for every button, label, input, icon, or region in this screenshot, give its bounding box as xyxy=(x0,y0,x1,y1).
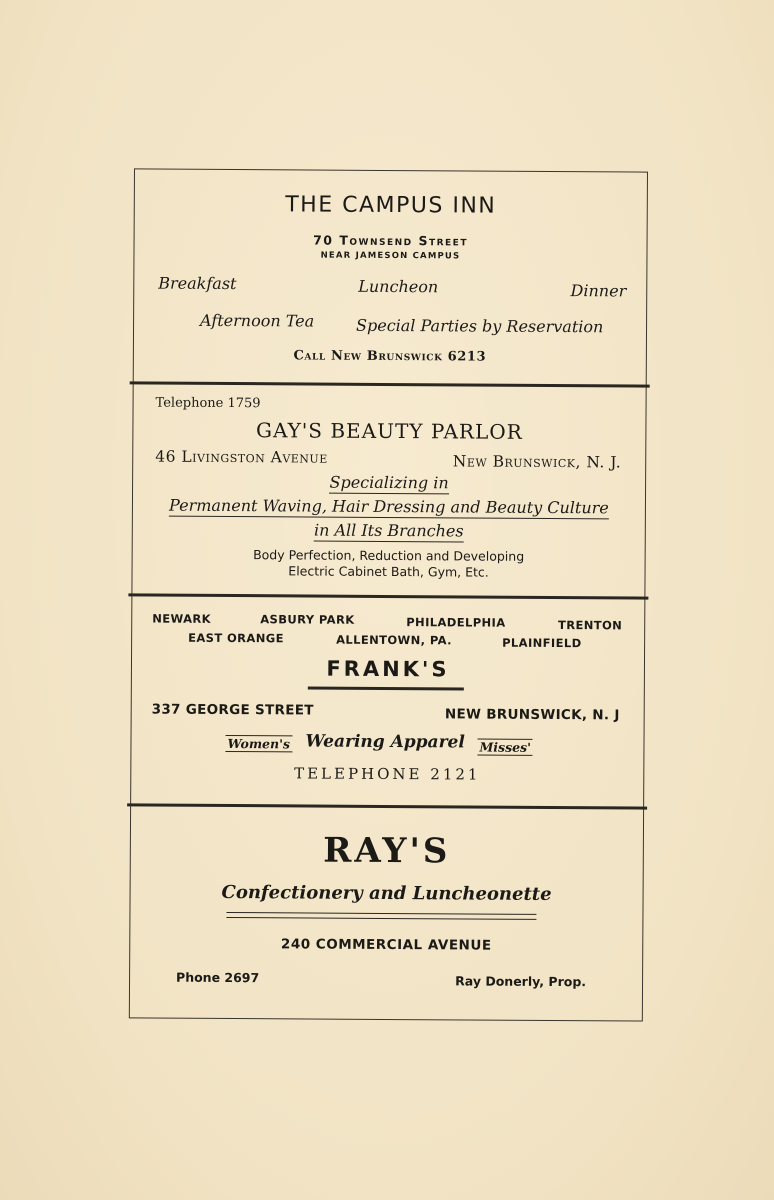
beauty-parlor-ad xyxy=(132,385,645,592)
city-trenton: TRENTON xyxy=(557,618,623,633)
beauty-parlor-telephone: Telephone 1759 xyxy=(155,395,261,412)
beauty-parlor-city: New Brunswick, N. J. xyxy=(452,452,622,472)
city-east-orange: EAST ORANGE xyxy=(188,630,284,646)
campus-inn-street: 70 Townsend Street xyxy=(313,232,469,249)
city-newark: NEWARK xyxy=(152,611,212,626)
franks-telephone: TELEPHONE 2121 xyxy=(294,764,481,784)
campus-inn-breakfast: Breakfast xyxy=(158,273,237,294)
franks-misses: Misses' xyxy=(477,739,533,756)
franks-title-underline xyxy=(308,687,464,691)
beauty-parlor-line1: Body Perfection, Reduction and Developing xyxy=(253,547,525,564)
rays-title: RAY'S xyxy=(323,830,451,872)
ad-frame xyxy=(129,168,648,1021)
rays-phone: Phone 2697 xyxy=(176,969,260,986)
rays-address: 240 COMMERCIAL AVENUE xyxy=(280,936,492,954)
rays-proprietor: Ray Donerly, Prop. xyxy=(455,973,587,990)
city-philadelphia: PHILADELPHIA xyxy=(406,615,506,630)
city-plainfield: PLAINFIELD xyxy=(502,635,582,651)
rays-double-rule xyxy=(226,912,536,920)
campus-inn-near: NEAR JAMESON CAMPUS xyxy=(320,250,461,262)
beauty-parlor-specializing: Specializing in xyxy=(329,472,449,493)
city-allentown: ALLENTOWN, PA. xyxy=(336,632,452,648)
campus-inn-dinner: Dinner xyxy=(570,281,627,301)
franks-womens: Women's xyxy=(225,735,292,752)
beauty-parlor-address: 46 Livingston Avenue xyxy=(155,447,328,467)
city-asbury-park: ASBURY PARK xyxy=(260,612,355,627)
campus-inn-tea: Afternoon Tea xyxy=(200,310,315,331)
campus-inn-parties: Special Parties by Reservation xyxy=(355,315,604,337)
franks-ad xyxy=(131,597,644,804)
rays-subtitle: Confectionery and Luncheonette xyxy=(221,881,552,905)
beauty-parlor-title: GAY'S BEAUTY PARLOR xyxy=(255,418,523,444)
rays-ad xyxy=(130,807,643,1020)
franks-city: NEW BRUNSWICK, N. J xyxy=(444,706,620,724)
beauty-parlor-services: Permanent Waving, Hair Dressing and Beauty Culture xyxy=(169,495,609,518)
franks-street: 337 GEORGE STREET xyxy=(151,701,314,719)
beauty-parlor-line2: Electric Cabinet Bath, Gym, Etc. xyxy=(288,563,489,580)
campus-inn-title: THE CAMPUS INN xyxy=(285,192,497,219)
campus-inn-ad xyxy=(134,169,647,382)
beauty-parlor-branches: in All Its Branches xyxy=(313,520,464,541)
franks-wearing-apparel: Wearing Apparel xyxy=(305,731,465,753)
campus-inn-luncheon: Luncheon xyxy=(358,276,439,297)
franks-title: FRANK'S xyxy=(326,656,450,682)
campus-inn-call: Call New Brunswick 6213 xyxy=(293,348,487,365)
